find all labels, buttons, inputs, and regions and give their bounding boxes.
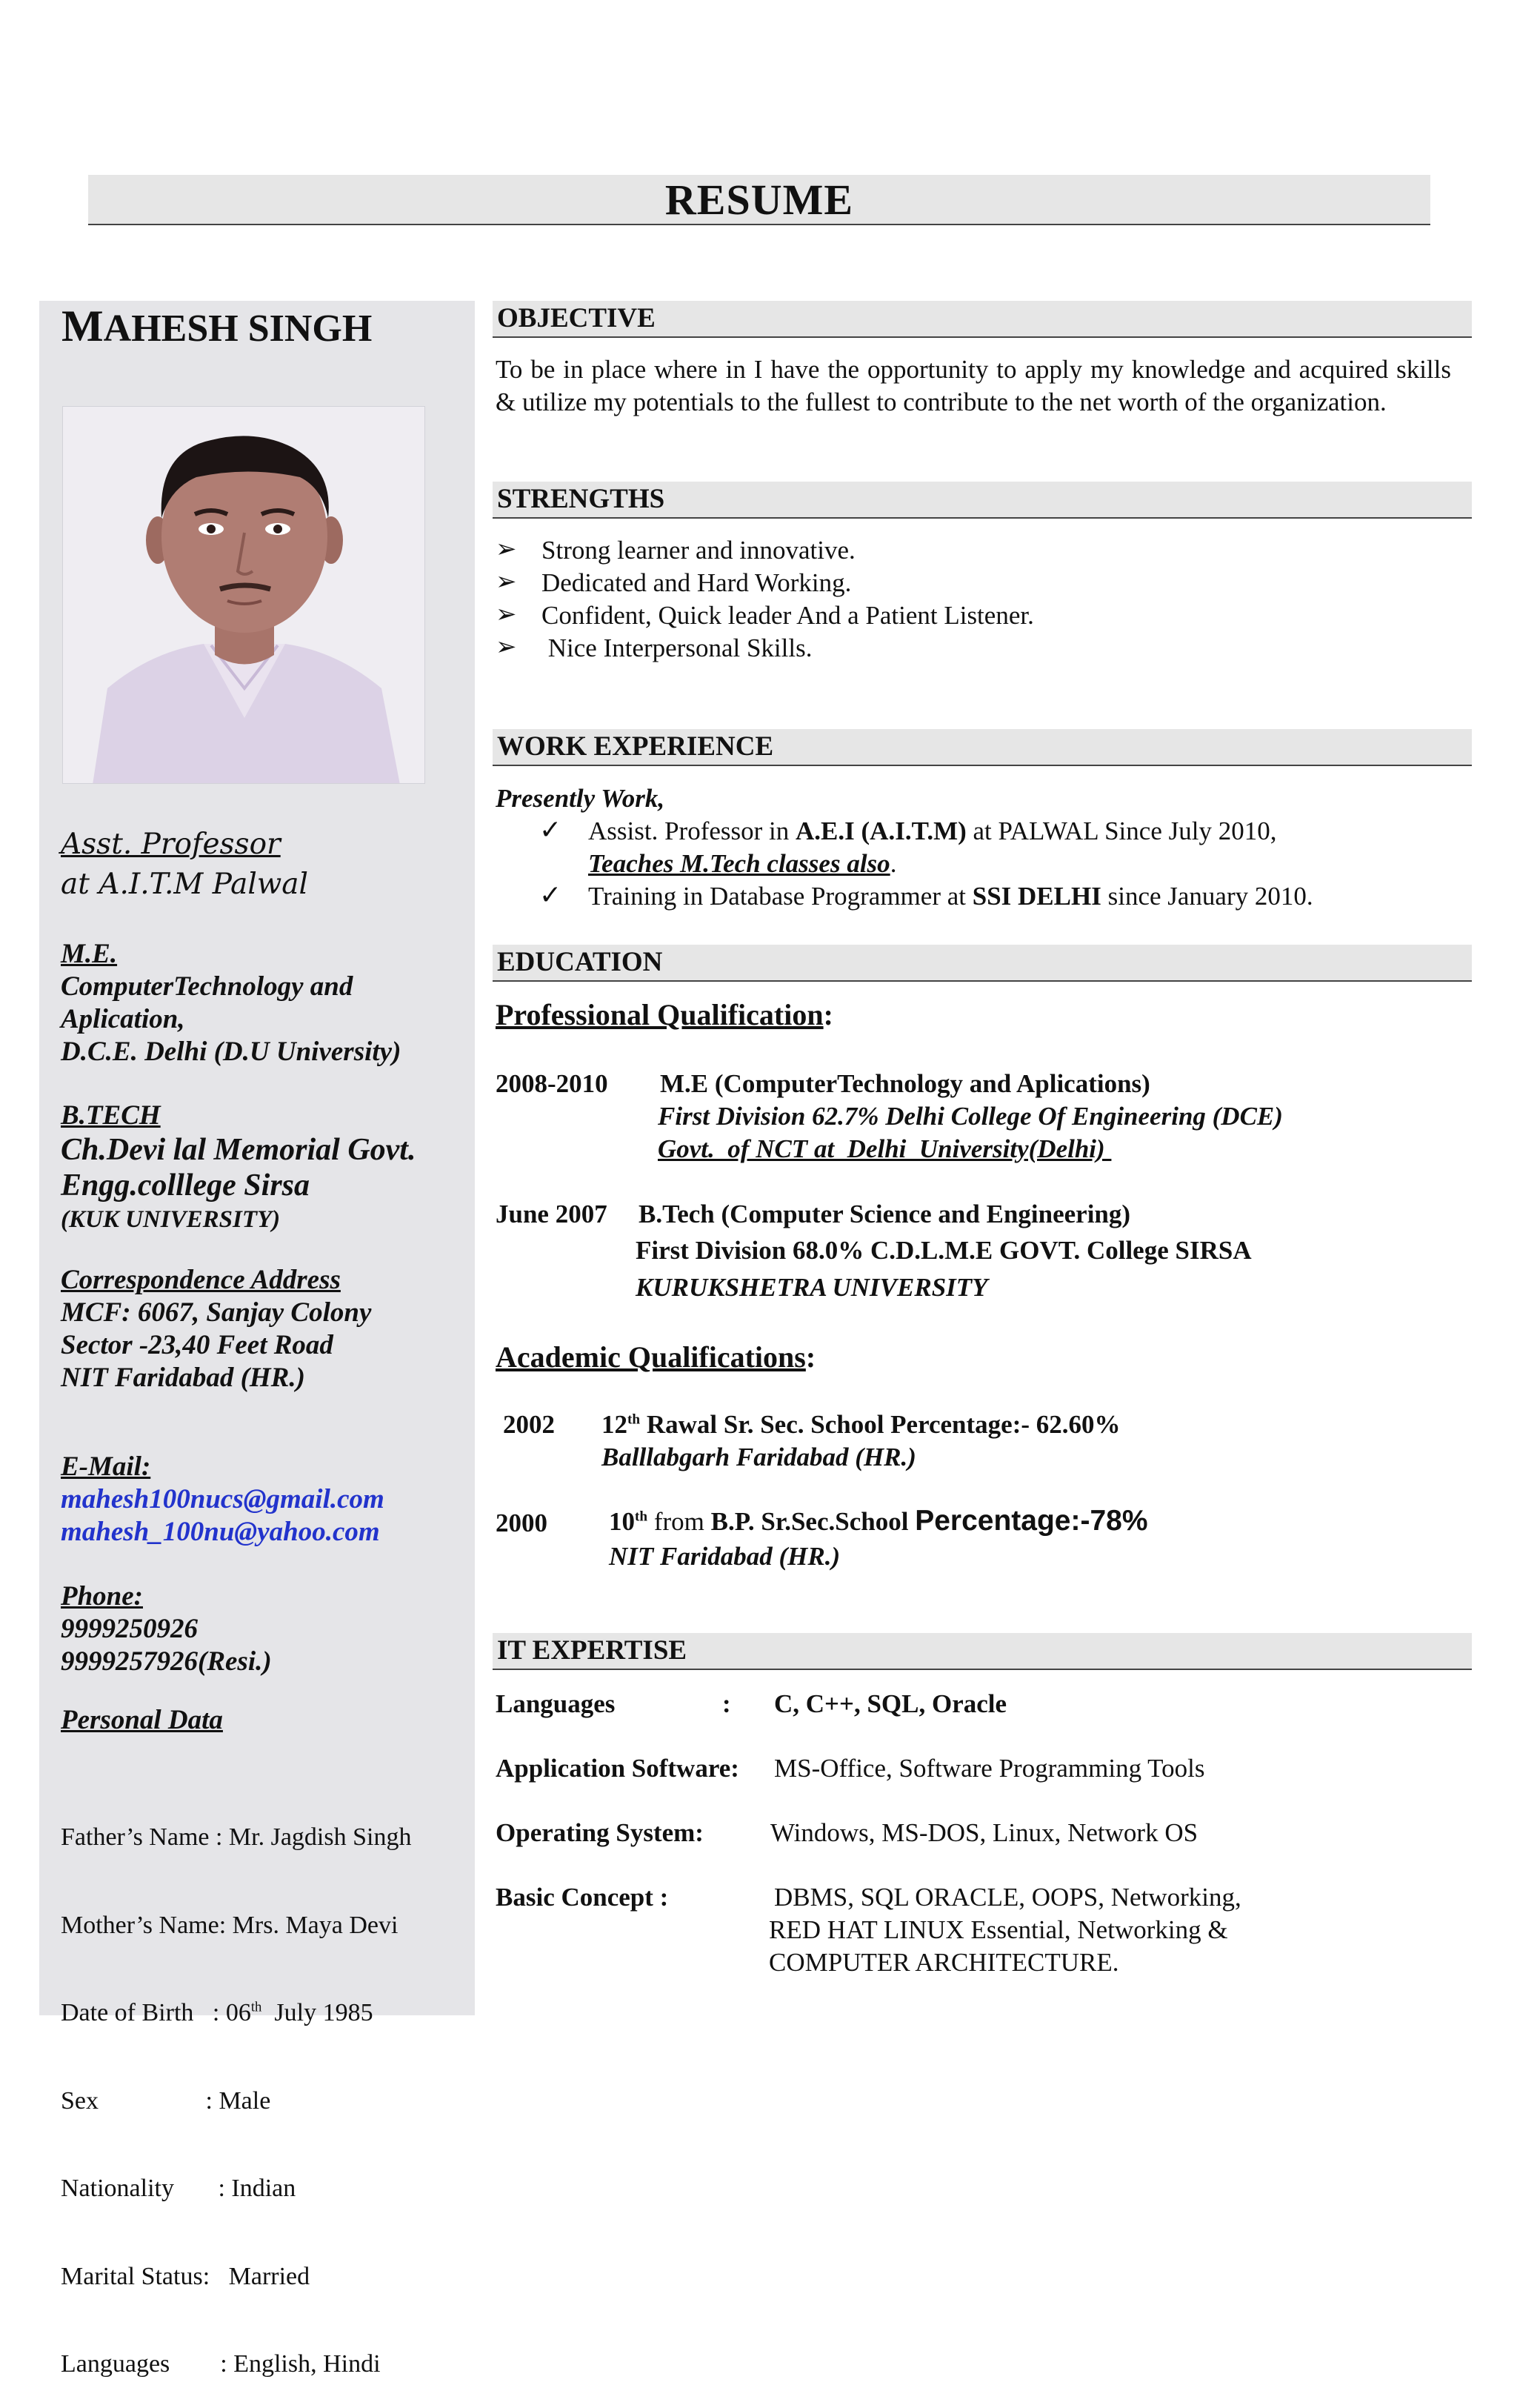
- twelfth-title: 12th Rawal Sr. Sec. School Percentage:- 62.60%: [601, 1410, 1121, 1439]
- btech-block: B.TECH Ch.Devi lal Memorial Govt. Engg.colllege Sirsa (KUK UNIVERSITY): [61, 1100, 416, 1233]
- tenth-detail: NIT Faridabad (HR.): [609, 1542, 841, 1571]
- it-os-label: Operating System:: [496, 1818, 704, 1847]
- checkmark-icon: ✓: [539, 815, 562, 845]
- bullet-arrow-icon: ➢: [496, 568, 517, 596]
- tenth-title: 10th from B.P. Sr.Sec.School Percentage:-78%: [609, 1505, 1148, 1537]
- btech-title: B.Tech (Computer Science and Engineering): [639, 1200, 1131, 1228]
- professional-qualification-heading: Professional Qualification:: [496, 998, 833, 1031]
- section-header-work-experience: WORK EXPERIENCE: [493, 729, 1472, 766]
- it-basic-line-3: COMPUTER ARCHITECTURE.: [769, 1948, 1119, 1977]
- position-line-2: at A.I.T.M Palwal: [61, 868, 309, 901]
- work-item-1: Assist. Professor in A.E.I (A.I.T.M) at PALWAL Since July 2010,: [588, 816, 1277, 845]
- me-year: 2008-2010: [496, 1069, 608, 1098]
- position-line-1: Asst. Professor: [61, 828, 281, 861]
- personal-heading: Personal Data: [61, 1705, 223, 1735]
- address-block: Correspondence Address MCF: 6067, Sanjay Colony Sector -23,40 Feet Road NIT Faridabad (HR.): [61, 1265, 372, 1393]
- personal-data: Father’s Name : Mr. Jagdish Singh Mother’s Name: Mrs. Maya Devi Date of Birth : 06th July 1985 Sex : Male Nationality : Indian Marital Status: Married Languages : English, Hindi: [61, 1823, 412, 2378]
- me-title: M.E (ComputerTechnology and Aplications): [660, 1069, 1150, 1098]
- page-title: RESUME: [664, 175, 854, 224]
- it-app-label: Application Software:: [496, 1754, 739, 1783]
- candidate-name: MAHESH SINGH: [61, 302, 373, 350]
- twelfth-year: 2002: [503, 1410, 555, 1439]
- phone-block: Phone: 9999250926 9999257926(Resi.): [61, 1581, 272, 1677]
- it-basic-label: Basic Concept :: [496, 1883, 669, 1912]
- email-link-1[interactable]: mahesh100nucs@gmail.com: [61, 1484, 384, 1514]
- portrait-image: [63, 407, 425, 784]
- twelfth-detail: Balllabgarh Faridabad (HR.): [601, 1443, 916, 1471]
- it-basic-line-1: DBMS, SQL ORACLE, OOPS, Networking,: [774, 1883, 1241, 1912]
- profile-photo: [62, 406, 425, 784]
- it-basic-line-2: RED HAT LINUX Essential, Networking &: [769, 1915, 1228, 1944]
- bullet-arrow-icon: ➢: [496, 601, 517, 628]
- tenth-year: 2000: [496, 1509, 547, 1537]
- strength-item: Strong learner and innovative.: [541, 536, 856, 565]
- it-languages-colon: :: [722, 1689, 731, 1718]
- strength-item: Nice Interpersonal Skills.: [541, 633, 813, 662]
- btech-detail-2: KURUKSHETRA UNIVERSITY: [636, 1273, 988, 1302]
- me-detail-1: First Division 62.7% Delhi College Of Engineering (DCE): [658, 1102, 1283, 1131]
- it-os-value: Windows, MS-DOS, Linux, Network OS: [770, 1818, 1198, 1847]
- section-header-education: EDUCATION: [493, 945, 1472, 982]
- work-item-2: Training in Database Programmer at SSI DELHI since January 2010.: [588, 882, 1313, 911]
- academic-qualification-heading: Academic Qualifications:: [496, 1340, 816, 1374]
- work-item-1-sub: Teaches M.Tech classes also.: [588, 849, 897, 878]
- strength-item: Dedicated and Hard Working.: [541, 568, 852, 597]
- btech-year: June 2007: [496, 1200, 607, 1228]
- me-block: M.E. ComputerTechnology and Aplication, D.C.E. Delhi (D.U University): [61, 939, 401, 1067]
- email-block: E-Mail: mahesh100nucs@gmail.com mahesh_100nu@yahoo.com: [61, 1451, 384, 1547]
- bullet-arrow-icon: ➢: [496, 536, 517, 563]
- title-bar: [88, 175, 1430, 225]
- strength-item: Confident, Quick leader And a Patient Listener.: [541, 601, 1034, 630]
- objective-text: To be in place where in I have the opportunity to apply my knowledge and acquired skills & utilize my potentials to the fullest to contribute to the net worth of the organization.: [496, 355, 1451, 416]
- it-languages-value: C, C++, SQL, Oracle: [774, 1689, 1007, 1718]
- presently-work-label: Presently Work,: [496, 784, 665, 813]
- btech-detail-1: First Division 68.0% C.D.L.M.E GOVT. College SIRSA: [636, 1236, 1252, 1265]
- it-app-value: MS-Office, Software Programming Tools: [774, 1754, 1205, 1783]
- checkmark-icon: ✓: [539, 880, 562, 910]
- email-link-2[interactable]: mahesh_100nu@yahoo.com: [61, 1517, 380, 1547]
- it-languages-label: Languages: [496, 1689, 616, 1718]
- section-header-objective: OBJECTIVE: [493, 301, 1472, 338]
- section-header-strengths: STRENGTHS: [493, 482, 1472, 519]
- bullet-arrow-icon: ➢: [496, 633, 517, 661]
- me-detail-2: Govt. of NCT at Delhi University(Delhi): [658, 1134, 1112, 1163]
- section-header-it-expertise: IT EXPERTISE: [493, 1633, 1472, 1670]
